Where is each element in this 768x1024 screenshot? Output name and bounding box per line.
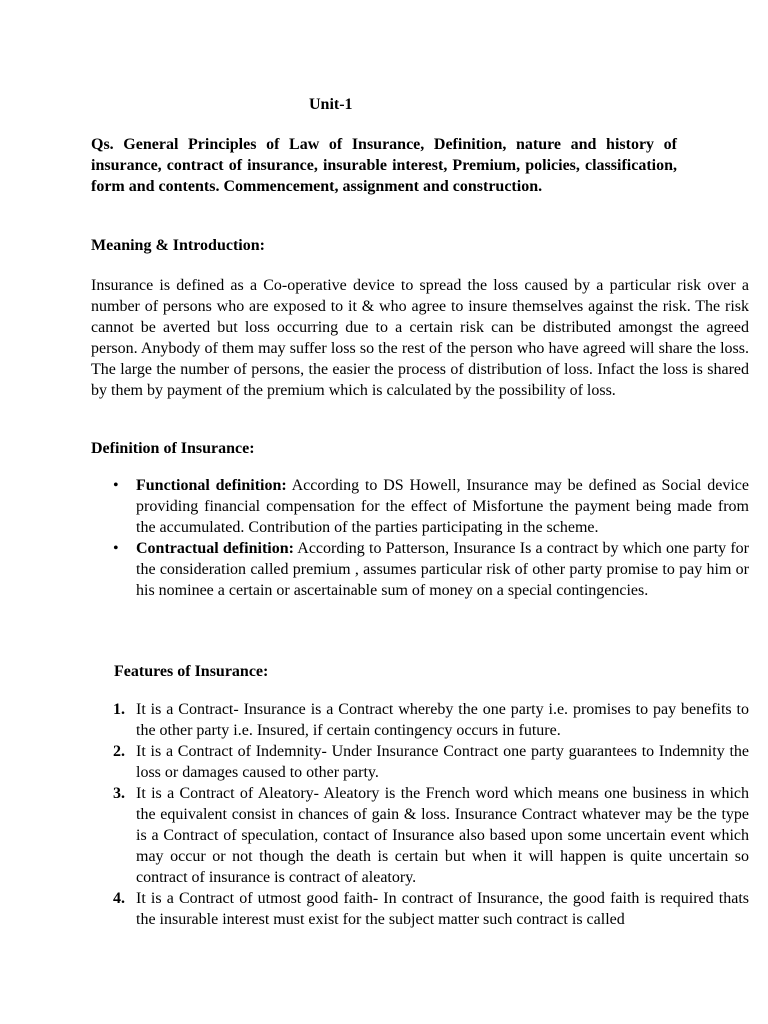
definition-item [91,475,749,538]
feature-text: It is a Contract of utmost good faith- In contract of Insurance, the good faith is required thats the insurable interest must exist for the subject matter such contract is called [136,890,749,928]
definition-heading: Definition of Insurance: [91,440,255,457]
bullet-icon: • [113,477,119,494]
question-heading: Qs. General Principles of Law of Insurance, Definition, nature and history of insurance, contract of insurance, insurable interest, Premium, policies, classification, form and contents. Commencement, assignment and construction. [91,136,677,195]
feature-number: 1. [113,701,125,718]
bullet-icon: • [113,540,119,557]
feature-text: It is a Contract- Insurance is a Contract whereby the one party i.e. promises to pay benefits to the other party i.e. Insured, if certain contingency occurs in future. [136,701,749,739]
meaning-paragraph: Insurance is defined as a Co-operative device to spread the loss caused by a particular risk over a number of persons who are exposed to it & who agree to insure themselves against the risk. The risk cannot be averted but loss occurring due to a certain risk can be distributed amongst the agreed person. Anybody of them may suffer loss so the rest of the person who have agreed will share the loss. The large the number of persons, the easier the process of distribution of loss. Infact the loss is shared by them by payment of the premium which is calculated by the possibility of loss. [91,277,749,399]
feature-number: 2. [113,743,125,760]
definition-item [91,538,749,601]
feature-item [91,699,749,741]
definition-text: According to Patterson, Insurance Is a contract by which one party for the consideration called premium , assumes particular risk of other party promise to pay him or his nominee a certain or ascertainable sum of money on a special contingencies. [136,540,749,599]
definition-term: Contractual definition: [136,540,294,557]
feature-item [91,783,749,888]
definition-term: Functional definition: [136,477,287,494]
feature-text: It is a Contract of Indemnity- Under Insurance Contract one party guarantees to Indemnity the loss or damages caused to other party. [136,743,749,781]
feature-number: 3. [113,785,125,802]
feature-text: It is a Contract of Aleatory- Aleatory is the French word which means one business in which the equivalent consist in chances of gain & loss. Insurance Contract whatever may be the type is a Contract of speculation, contact of Insurance also based upon some uncertain event which may occur or not though the death is certain but when it will happen is quite uncertain so contract of insurance is contract of aleatory. [136,785,749,886]
unit-title: Unit-1 [309,96,353,113]
features-heading: Features of Insurance: [114,663,269,680]
definition-text: According to DS Howell, Insurance may be defined as Social device providing financial compensation for the effect of Misfortune the payment being made from the accumulated. Contribution of the parties participating in the scheme. [136,477,749,536]
feature-item [91,888,749,930]
feature-item [91,741,749,783]
meaning-heading: Meaning & Introduction: [91,237,265,254]
feature-number: 4. [113,890,125,907]
features-list [91,699,749,930]
definition-list [91,475,749,601]
